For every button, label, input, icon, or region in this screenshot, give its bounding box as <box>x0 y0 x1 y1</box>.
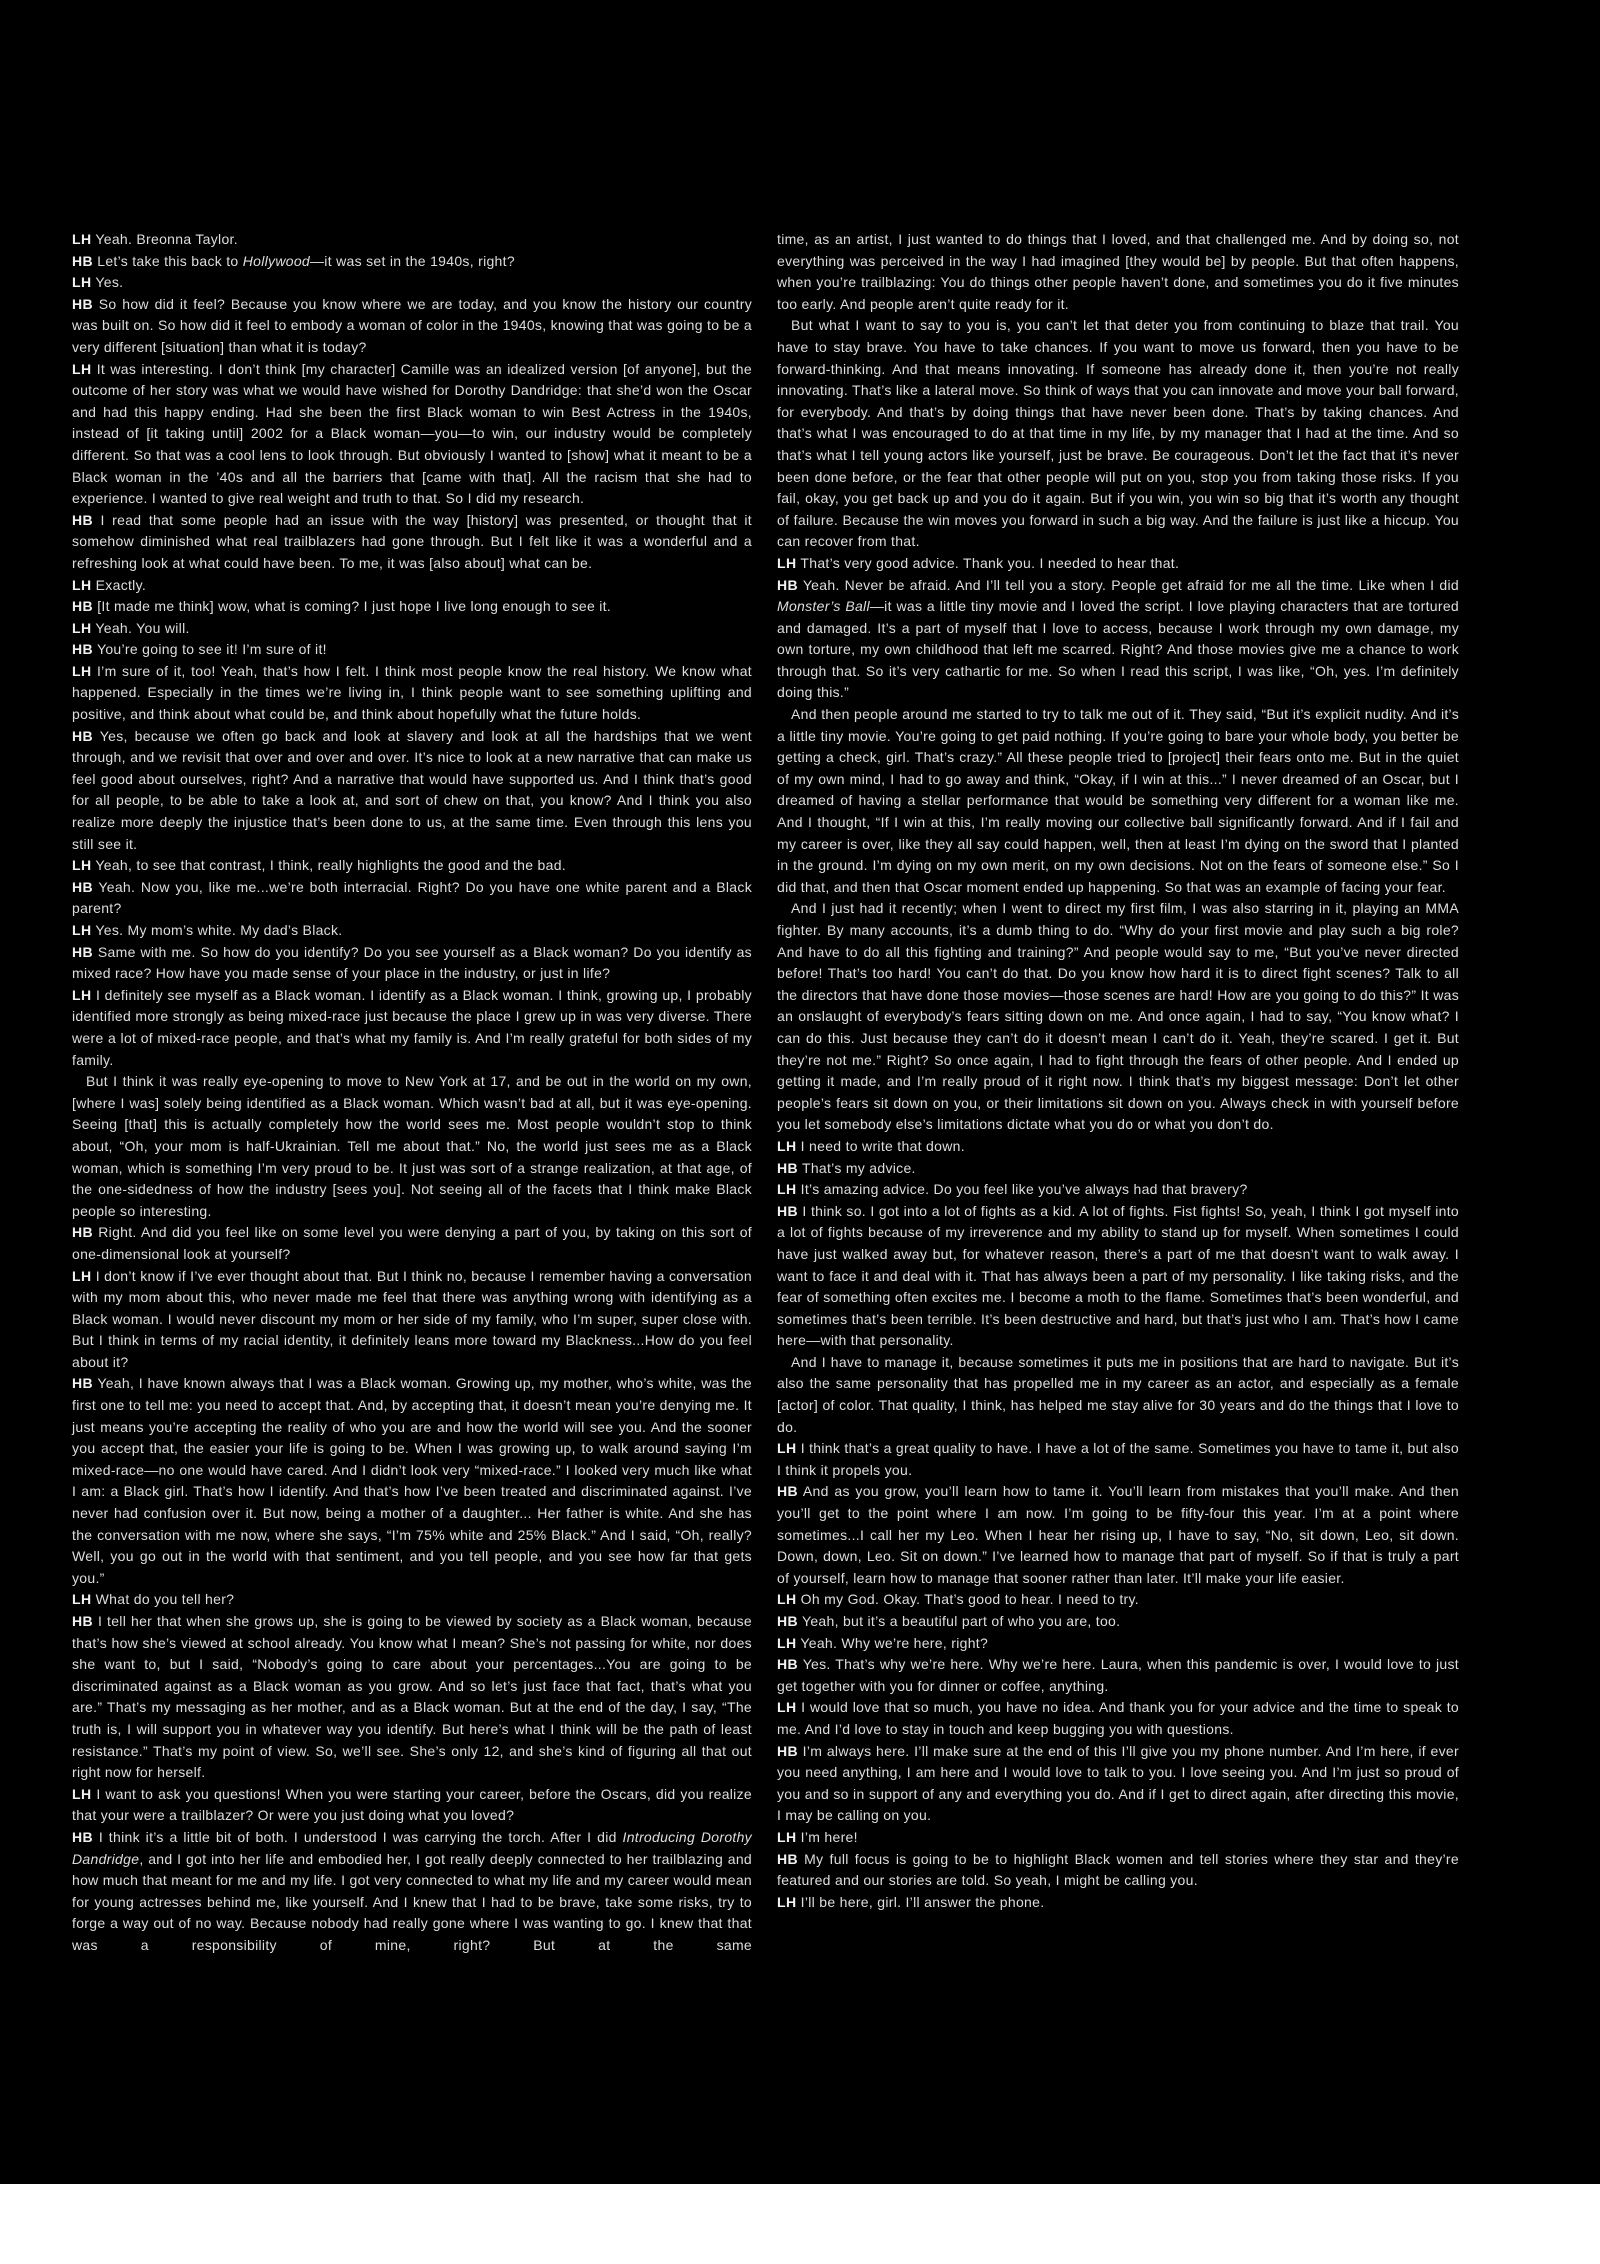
paragraph-text: —it was a little tiny movie and I loved the script. I love playing characters that are tortured and damaged. It’s a part of myself that I love to access, because I work through my own damage, my own torture, my own childhood that left me scarred. Right? And those movies give me a chance to work through that. So it’s very cathartic for me. So when I read this script, I was like, “Oh, yes. I’m definitely doing this.” <box>777 598 1460 701</box>
paragraph-text: I’m sure of it, too! Yeah, that’s how I felt. I think most people know the real history. We know what happened. Especially in the times we’re living in, I think people want to see something uplifting and positive, and think about what could be, and think about hopefully what the future holds. <box>72 662 752 723</box>
interview-turn <box>777 1136 1459 1158</box>
paragraph-text: But what I want to say to you is, you can’t let that deter you from continuing to blaze that trail. You have to stay brave. You have to take chances. If you want to move us forward, then you have to be forward-thinking. And that means innovating. If someone has already done it, then you’re not really innovating. That’s like a lateral move. So think of ways that you can innovate and move your ball forward, for everybody. And that’s by doing things that have never been done. That’s by taking chances. And that’s what I was encouraged to do at that time in my life, by my manager that I had at the time. And so that’s what I tell young actors like yourself, just be brave. Be courageous. Don’t let the fact that it’s never been done before, or the fear that other people will put on you, stop you from taking those risks. If you fail, okay, you get back up and you do it again. But if you win, you win so big that it’s worth any thought of failure. Because the win moves you forward in such a big way. And the failure is just like a hiccup. You can recover from that. <box>777 317 1459 550</box>
speaker-label: HB <box>72 1613 94 1629</box>
interview-turn <box>72 359 752 510</box>
speaker-label: LH <box>72 1785 92 1802</box>
speaker-label: LH <box>72 986 92 1003</box>
paragraph-text: I don’t know if I’ve ever thought about that. But I think no, because I remember having a conversation with my mom about this, who never made me feel that there was anything wrong with identifying as a Black woman. I would never discount my mom or her side of my family, who I’m super, super close with. But I think in terms of my racial identity, it definitely leans more toward my Blackness...How do you feel about it? <box>72 1267 752 1370</box>
interview-turn <box>777 553 1459 575</box>
interview-turn <box>72 596 752 618</box>
paragraph-text: My full focus is going to be to highlight Black women and tell stories where they star and they’re featured and our stories are told. So yeah, I might be calling you. <box>777 1850 1459 1889</box>
interview-turn <box>72 272 752 294</box>
paragraph-text: That’s my advice. <box>801 1159 916 1176</box>
speaker-label: LH <box>777 1634 797 1651</box>
paragraph-text: I definitely see myself as a Black woman. I identify as a Black woman. I think, growing up, I probably identified more strongly as being mixed-race just because the place I grew up in was very diverse. There were a lot of mixed-race people, and that’s what my family is. And I’m really grateful for both sides of my family. <box>72 986 752 1068</box>
paragraph-text: That’s very good advice. Thank you. I needed to hear that. <box>800 554 1180 571</box>
interview-paragraph <box>777 229 1459 315</box>
paragraph-text: And as you grow, you’ll learn how to tame it. You’ll learn from mistakes that you’ll make. And then you’ll get to the point where I am now. I’m going to be fifty-four this year. I’m at a point where sometimes...I call her my Leo. When I hear her rising up, I have to say, “No, sit down, Leo, sit down. Down, down, Leo. Sit on down.” I’ve learned how to manage that part of myself. So if that is truly a part of yourself, learn how to manage that sooner rather than later. It’ll make your life easier. <box>777 1483 1459 1586</box>
paragraph-text: Yes, because we often go back and look at slavery and look at all the hardships that we went through, and we revisit that over and over and over. It’s nice to look at a new narrative that can make us feel good about ourselves, right? And a narrative that would have supported us. And I think that’s good for all people, to be able to take a look at, and sort of chew on that, you know? And I think you also realize more deeply the injustice that’s been done to us, at the same time. Even through this lens you still see it. <box>72 727 752 852</box>
speaker-label: LH <box>777 1893 797 1910</box>
speaker-label: HB <box>777 1742 799 1759</box>
speaker-label: LH <box>72 274 92 291</box>
speaker-label: HB <box>72 1828 94 1845</box>
interview-turn <box>72 920 752 942</box>
paragraph-text: Yeah, to see that contrast, I think, really highlights the good and the bad. <box>95 857 566 874</box>
paragraph-text: Yes. <box>95 274 124 291</box>
interview-turn <box>777 1827 1459 1849</box>
paragraph-text: And then people around me started to try to talk me out of it. They said, “But it’s explicit nudity. And it’s a little tiny movie. You’re going to get paid nothing. If you’re going to bare your whole body, you better be getting a check, girl. That’s crazy.” All these people tried to [project] their fears onto me. But in the quiet of my own mind, I had to go away and think, “Okay, if I win at this...” I never dreamed of an Oscar, but I dreamed of having a stellar performance that would be something very different for a woman like me. And I thought, “If I win at this, I’m really moving our collective ball significantly forward. And if I fail and my career is over, like they all say could happen, well, then at least I’m dying on the sword that I planted in the ground. I’m dying on my own merit, on my own decisions. Not on the fears of someone else.” So I did that, and then that Oscar moment ended up happening. So that was an example of facing your fear. <box>777 706 1459 895</box>
left-column <box>72 229 752 1957</box>
speaker-label: LH <box>777 554 797 571</box>
paragraph-text: —it was set in the 1940s, right? <box>310 252 515 269</box>
interview-turn <box>72 1373 752 1589</box>
interview-turn <box>777 1589 1459 1611</box>
speaker-label: HB <box>72 1375 94 1392</box>
interview-turn <box>777 575 1459 705</box>
paragraph-text: Right. And did you feel like on some level you were denying a part of you, by taking on this sort of one-dimensional look at yourself? <box>72 1224 752 1262</box>
paragraph-text: Yeah. Never be afraid. And I’ll tell you a story. People get afraid for me all the time. Like when I did <box>802 576 1460 593</box>
speaker-label: LH <box>777 1137 797 1154</box>
speaker-label: HB <box>72 943 94 960</box>
paragraph-text: And I have to manage it, because sometimes it puts me in positions that are hard to navigate. But it’s also the same personality that has propelled me in my career as an actor, and especially as a female [actor] of color. That quality, I think, has helped me stay alive for 30 years and do the things that I love to do. <box>777 1353 1459 1435</box>
speaker-label: HB <box>777 1613 799 1629</box>
speaker-label: HB <box>72 727 94 744</box>
speaker-label: LH <box>72 576 92 593</box>
interview-turn <box>777 1179 1459 1201</box>
speaker-label: LH <box>72 1591 92 1608</box>
interview-turn <box>777 1438 1459 1481</box>
paragraph-text: Oh my God. Okay. That’s good to hear. I need to try. <box>800 1591 1139 1608</box>
interview-turn <box>72 1827 752 1957</box>
interview-turn <box>777 1158 1459 1180</box>
interview-turn <box>777 1633 1459 1655</box>
page-bottom-margin <box>0 2184 1600 2264</box>
interview-turn <box>777 1611 1459 1633</box>
interview-paragraph <box>777 704 1459 898</box>
speaker-label: HB <box>777 1159 799 1176</box>
speaker-label: LH <box>777 1591 797 1608</box>
paragraph-text: I need to write that down. <box>800 1137 965 1154</box>
paragraph-text: Same with me. So how do you identify? Do you see yourself as a Black woman? Do you identify as mixed race? How have you made sense of your place in the industry, or just in life? <box>72 943 752 982</box>
speaker-label: LH <box>72 922 92 938</box>
speaker-label: HB <box>72 511 94 528</box>
interview-turn <box>777 1481 1459 1589</box>
paragraph-text: Yeah, I have known always that I was a Black woman. Growing up, my mother, who’s white, was the first one to tell me: you need to accept that. And, by accepting that, it doesn’t mean you’re denying me. It just means you’re accepting the reality of who you are and how the world will see you. And the sooner you accept that, the easier your life is going to be. When I was growing up, to walk around saying I’m mixed-race—no one would have cared. And I didn’t look very “mixed-race.” I looked very much like what I am: a Black girl. That’s how I identify. And that’s how I’ve been treated and discriminated against. I’ve never had confusion over it. But now, being a mother of a daughter... Her father is white. And she has the conversation with me now, where she says, “I’m 75% white and 25% Black.” And I said, “Oh, really? Well, you go out in the world with that sentiment, and you tell people, and you see how far that gets you.” <box>72 1375 752 1586</box>
interview-turn <box>72 855 752 877</box>
interview-paragraph <box>777 898 1459 1136</box>
paragraph-text: Yeah, but it’s a beautiful part of who you are, too. <box>801 1613 1121 1629</box>
paragraph-text: I read that some people had an issue with the way [history] was presented, or thought that it somehow diminished what real trailblazers had gone through. But I felt like it was a wonderful and a refreshing look at what could have been. To me, it was [also about] what can be. <box>72 511 752 571</box>
paragraph-text: Yes. My mom’s white. My dad’s Black. <box>95 922 343 938</box>
speaker-label: HB <box>777 576 799 593</box>
interview-paragraph <box>777 1352 1459 1438</box>
interview-turn <box>72 1611 752 1784</box>
paragraph-text: So how did it feel? Because you know where we are today, and you know the history our country was built on. So how did it feel to embody a woman of color in the 1940s, knowing that was going to be a very different [situation] than what it is today? <box>72 295 752 355</box>
paragraph-text: I want to ask you questions! When you were starting your career, before the Oscars, did you realize that your were a trailblazer? Or were you just doing what you loved? <box>72 1785 752 1824</box>
paragraph-text: I think that’s a great quality to have. I have a lot of the same. Sometimes you have to tame it, but also I think it propels you. <box>777 1440 1459 1478</box>
speaker-label: HB <box>72 878 94 895</box>
speaker-label: HB <box>72 252 94 269</box>
speaker-label: LH <box>777 1440 797 1457</box>
paragraph-text: Yeah. Breonna Taylor. <box>95 231 238 247</box>
paragraph-text: [It made me think] wow, what is coming? I just hope I live long enough to see it. <box>97 598 612 615</box>
paragraph-text: I’m always here. I’ll make sure at the end of this I’ll give you my phone number. And I’m here, if ever you need anything, I am here and I would love to talk to you. I love seeing you. And I’m just so proud of you and so in support of any and everything you do. And if I get to direct again, after directing this movie, I may be calling on you. <box>777 1742 1459 1824</box>
paragraph-text: Yeah. You will. <box>95 619 190 636</box>
speaker-label: LH <box>72 1267 92 1284</box>
interview-turn <box>72 229 752 251</box>
speaker-label: LH <box>72 857 92 874</box>
film-title: Monster’s Ball <box>777 598 870 615</box>
speaker-label: HB <box>72 295 94 312</box>
interview-turn <box>72 618 752 640</box>
paragraph-text: And I just had it recently; when I went to direct my first film, I was also starring in it, playing an MMA fighter. By many accounts, it’s a dumb thing to do. “Why do your first movie and play such a big role? And have to do all this fighting and training?” And people would say to me, “But you’ve never directed before! That’s too hard! You can’t do that. Do you know how hard it is to direct fight scenes? Talk to all the directors that have done those movies—those scenes are hard! How are you going to do this?” It was an onslaught of everybody’s fears sitting down on me. And once again, I had to say, “You know what? I can do this. Just because they can’t do it doesn’t mean I can’t do it. Yeah, they’re scared. I get it. But they’re not me.” Right? So once again, I had to fight through the fears of other people. And I ended up getting it made, and I’m really proud of it right now. I think that’s my biggest message: Don’t let other people’s fears sit down on you, or their limitations sit down on you. Always check in with yourself before you let somebody else’s limitations dictate what you do or what you don’t do. <box>777 900 1459 1133</box>
speaker-label: HB <box>777 1656 799 1673</box>
speaker-label: HB <box>72 641 94 658</box>
paragraph-text: You’re going to see it! I’m sure of it! <box>96 641 327 658</box>
paragraph-text: But I think it was really eye-opening to move to New York at 17, and be out in the world on my own, [where I was] solely being identified as a Black woman. Which wasn’t bad at all, but it was eye-opening. Seeing [that] this is actually completely how the world sees me. Most people wouldn’t stop to think about, “Oh, your mom is half-Ukrainian. Tell me about that.” No, the world just sees me as a Black woman, which is something I’m very proud to be. It just was sort of a strange realization, at that age, of the one-sidedness of how the industry [sees you]. Not seeing all of the facets that I think make Black people so interesting. <box>72 1073 752 1219</box>
interview-turn <box>72 985 752 1071</box>
speaker-label: HB <box>72 1224 94 1241</box>
interview-turn <box>72 1589 752 1611</box>
speaker-label: LH <box>777 1828 797 1845</box>
speaker-label: LH <box>72 360 92 377</box>
interview-turn <box>72 294 752 359</box>
speaker-label: LH <box>72 662 92 679</box>
film-title: Introducing Dorothy Dandridge <box>72 1828 752 1867</box>
interview-turn <box>777 1741 1459 1827</box>
interview-turn <box>777 1849 1459 1892</box>
paragraph-text: Yes. That’s why we’re here. Why we’re here. Laura, when this pandemic is over, I would love to just get together with you for dinner or coffee, anything. <box>777 1656 1459 1694</box>
paragraph-text: It’s amazing advice. Do you feel like you’ve always had that bravery? <box>800 1181 1248 1198</box>
speaker-label: LH <box>777 1699 797 1716</box>
interview-turn <box>72 726 752 856</box>
paragraph-text: , and I got into her life and embodied her, I got really deeply connected to her trailblazing and how much that meant for me and my life. I got very connected to what my life and my career would mean for young actresses behind me, like yourself. And I knew that I had to be brave, take some risks, try to forge a way out of no way. Because nobody had really gone where I was wanting to go. I knew that that was a responsibility of mine, right? But at the same <box>72 1850 752 1953</box>
interview-turn <box>72 510 752 575</box>
speaker-label: LH <box>72 619 92 636</box>
speaker-label: HB <box>777 1202 799 1219</box>
interview-turn <box>777 1201 1459 1352</box>
paragraph-text: time, as an artist, I just wanted to do things that I loved, and that challenged me. And by doing so, not everything was perceived in the way I had imagined [they would be] by people. But that often happens, when you’re trailblazing: You do things other people haven’t done, and sometimes you do it five minutes too early. And people aren’t quite ready for it. <box>777 231 1459 312</box>
interview-paragraph <box>777 315 1459 553</box>
speaker-label: LH <box>72 231 92 247</box>
speaker-label: HB <box>72 598 94 615</box>
paragraph-text: Yeah. Why we’re here, right? <box>800 1634 989 1651</box>
interview-turn <box>72 661 752 726</box>
right-column <box>777 229 1459 1913</box>
film-title: Hollywood <box>242 252 310 269</box>
interview-turn <box>777 1654 1459 1697</box>
interview-turn <box>72 251 752 273</box>
paragraph-text: It was interesting. I don’t think [my character] Camille was an idealized version [of anyone], but the outcome of her story was what we would have wished for Dorothy Dandridge: that she’d won the Oscar and had this happy ending. Had she been the first Black woman to win Best Actress in the 1940s, instead of [it taking until] 2002 for a Black woman—you—to win, our industry would be completely different. So that was a cool lens to look through. But obviously I wanted to [show] what it meant to be a Black woman in the ’40s and all the barriers that [came with that]. All the racism that she had to experience. I wanted to give real weight and truth to that. So I did my research. <box>72 360 752 507</box>
paragraph-text: Yeah. Now you, like me...we’re both interracial. Right? Do you have one white parent and a Black parent? <box>72 878 752 917</box>
paragraph-text: I would love that so much, you have no idea. And thank you for your advice and the time to speak to me. And I’d love to stay in touch and keep bugging you with questions. <box>777 1699 1459 1737</box>
paragraph-text: I tell her that when she grows up, she is going to be viewed by society as a Black woman, because that’s how she’s viewed at school already. You know what I mean? She’s not passing for white, nor does she want to, but I said, “Nobody’s going to care about your percentages...You are going to be discriminated against as a Black woman as you grow. And so let’s just face that fact, that’s what you are.” That’s my messaging as her mother, and as a Black woman. But at the end of the day, I say, “The truth is, I will support you in whatever way you identify. But here’s what I think will be the path of least resistance.” That’s my point of view. So, we’ll see. She’s only 12, and she’s kind of figuring all that out right now for herself. <box>72 1613 752 1781</box>
paragraph-text: Let’s take this back to <box>97 252 243 269</box>
paragraph-text: What do you tell her? <box>95 1591 235 1608</box>
speaker-label: HB <box>777 1483 799 1500</box>
interview-turn <box>72 639 752 661</box>
paragraph-text: Exactly. <box>95 576 147 593</box>
speaker-label: HB <box>777 1850 799 1867</box>
paragraph-text: I’ll be here, girl. I’ll answer the phone. <box>800 1893 1045 1910</box>
interview-turn <box>72 1784 752 1827</box>
speaker-label: LH <box>777 1181 797 1198</box>
interview-turn <box>777 1697 1459 1740</box>
interview-turn <box>72 1266 752 1374</box>
paragraph-text: I think so. I got into a lot of fights as a kid. A lot of fights. Fist fights! So, yeah, I think I got myself into a lot of fights because of my irreverence and my ability to stand up for myself. When sometimes I could have just walked away but, for whatever reason, there’s a part of me that doesn’t want to walk away. I want to face it and deal with it. That has always been a part of my personality. I like taking risks, and the fear of something often excites me. I become a moth to the flame. Sometimes that’s been wonderful, and sometimes that’s been terrible. It’s been destructive and hard, but that’s just who I am. That’s how I came here—with that personality. <box>777 1202 1459 1349</box>
interview-turn <box>72 575 752 597</box>
paragraph-text: I think it’s a little bit of both. I understood I was carrying the torch. After I did <box>98 1828 623 1845</box>
interview-turn <box>777 1892 1459 1914</box>
interview-turn <box>72 877 752 920</box>
interview-turn <box>72 942 752 985</box>
paragraph-text: I’m here! <box>800 1828 858 1845</box>
interview-paragraph <box>72 1071 752 1222</box>
interview-turn <box>72 1222 752 1265</box>
